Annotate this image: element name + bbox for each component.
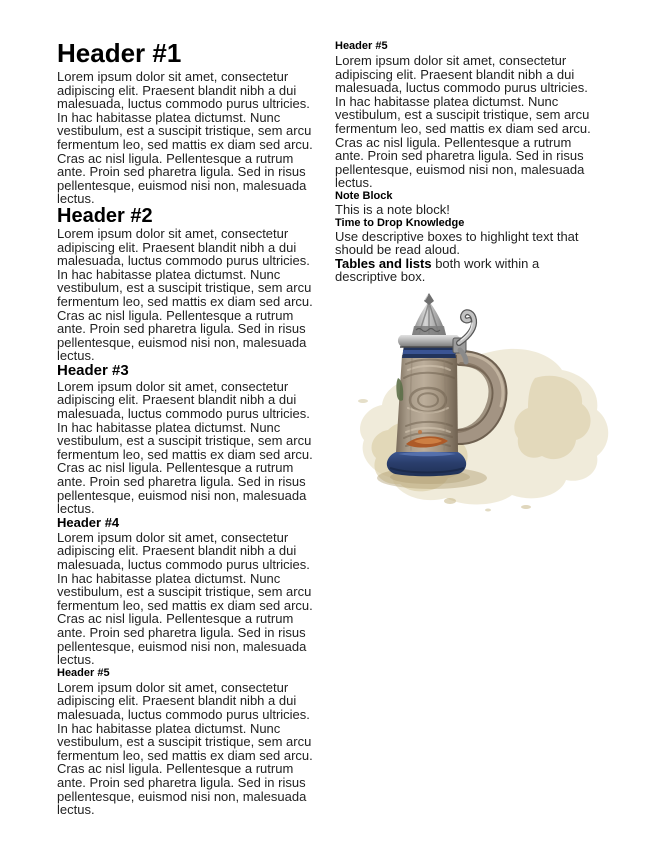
lorem-paragraph: Lorem ipsum dolor sit amet, consectetur adipiscing elit. Praesent blandit nibh a dui malesuada, luctus commodo purus ultricies. In hac habitasse platea dictumst. Nunc vestibulum, est a suscipit tristique, sem arcu fermentum leo, sed mattis ex diam sed arcu. Cras ac nisl ligula. Pellentesque a rutrum ante. Proin sed pharetra ligula. Sed in risus pellentesque, euismod nisi non, malesuada lectus.: [57, 225, 313, 364]
lorem-paragraph: Lorem ipsum dolor sit amet, consectetur adipiscing elit. Praesent blandit nibh a dui malesuada, luctus commodo purus ultricies. In hac habitasse platea dictumst. Nunc vestibulum, est a suscipit tristique, sem arcu fermentum leo, sed mattis ex diam sed arcu. Cras ac nisl ligula. Pellentesque a rutrum ante. Proin sed pharetra ligula. Sed in risus pellentesque, euismod nisi non, malesuada lectus.: [57, 679, 313, 818]
right-header-5-heading: Header #5: [335, 40, 388, 52]
header-5-heading: Header #5: [57, 666, 110, 679]
descriptive-box-text: Use descriptive boxes to highlight text that should be read aloud.: [335, 228, 579, 258]
stein-base: [387, 452, 466, 477]
note-block-heading: Note Block: [335, 189, 393, 202]
tables-and-lists-line: [335, 257, 593, 284]
stein-lid: [398, 293, 460, 347]
header-4-heading: Header #4: [57, 514, 120, 530]
drop-knowledge-heading: Time to Drop Knowledge: [335, 216, 465, 229]
header-3-heading: Header #3: [57, 361, 129, 379]
tables-and-lists-text: both work within a descriptive box.: [335, 255, 540, 285]
stein-body: [396, 353, 458, 455]
lorem-paragraph: Lorem ipsum dolor sit amet, consectetur adipiscing elit. Praesent blandit nibh a dui malesuada, luctus commodo purus ultricies. In hac habitasse platea dictumst. Nunc vestibulum, est a suscipit tristique, sem arcu fermentum leo, sed mattis ex diam sed arcu. Cras ac nisl ligula. Pellentesque a rutrum ante. Proin sed pharetra ligula. Sed in risus pellentesque, euismod nisi non, malesuada lectus.: [57, 378, 313, 517]
lorem-paragraph: Lorem ipsum dolor sit amet, consectetur adipiscing elit. Praesent blandit nibh a dui malesuada, luctus commodo purus ultricies. In hac habitasse platea dictumst. Nunc vestibulum, est a suscipit tristique, sem arcu fermentum leo, sed mattis ex diam sed arcu. Cras ac nisl ligula. Pellentesque a rutrum ante. Proin sed pharetra ligula. Sed in risus pellentesque, euismod nisi non, malesuada lectus.: [335, 53, 591, 191]
tables-and-lists-bold: Tables and lists: [335, 255, 432, 271]
note-block-text: This is a note block!: [335, 201, 450, 217]
lorem-paragraph: Lorem ipsum dolor sit amet, consectetur adipiscing elit. Praesent blandit nibh a dui malesuada, luctus commodo purus ultricies. In hac habitasse platea dictumst. Nunc vestibulum, est a suscipit tristique, sem arcu fermentum leo, sed mattis ex diam sed arcu. Cras ac nisl ligula. Pellentesque a rutrum ante. Proin sed pharetra ligula. Sed in risus pellentesque, euismod nisi non, malesuada lectus.: [57, 69, 313, 207]
header-1-heading: Header #1: [57, 38, 182, 68]
header-2-heading: Header #2: [57, 204, 153, 227]
right-column: [335, 40, 593, 284]
left-column: [57, 40, 314, 817]
beer-stein-illustration: [340, 288, 630, 518]
lorem-paragraph: Lorem ipsum dolor sit amet, consectetur adipiscing elit. Praesent blandit nibh a dui malesuada, luctus commodo purus ultricies. In hac habitasse platea dictumst. Nunc vestibulum, est a suscipit tristique, sem arcu fermentum leo, sed mattis ex diam sed arcu. Cras ac nisl ligula. Pellentesque a rutrum ante. Proin sed pharetra ligula. Sed in risus pellentesque, euismod nisi non, malesuada lectus.: [57, 529, 313, 668]
